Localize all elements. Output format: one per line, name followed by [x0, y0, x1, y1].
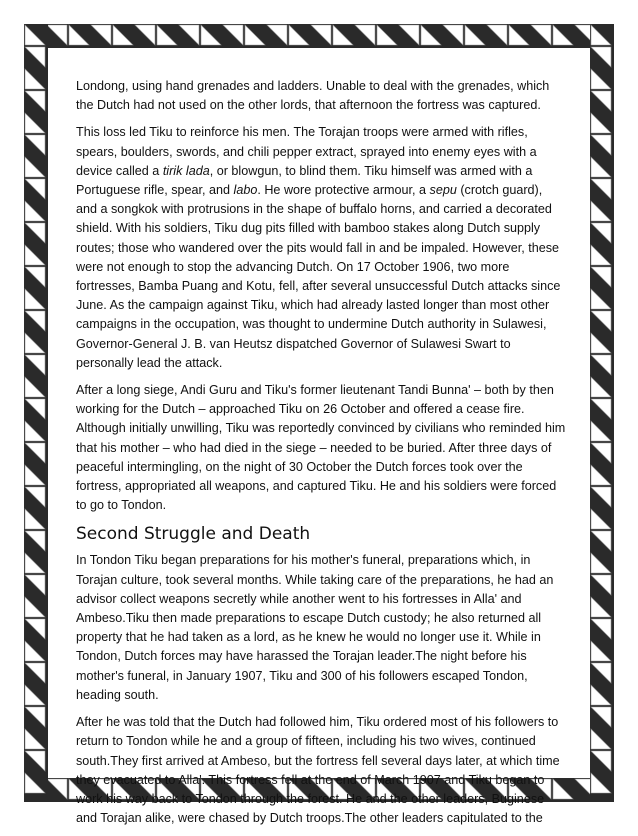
section-heading: Second Struggle and Death [76, 524, 311, 545]
text-run: After a long siege, Andi Guru and Tiku's former lieutenant Tandi Bunna' – both by then working for the Dutch – approached Tiku on 26 October and offered a cease fire. Although initially unwilling, Tiku was reportedly convinced by civilians who reminded him that his mother – who had died in the siege – needed to be buried. After three days of peaceful intermingling, on the night of 30 October the Dutch forces took over the fortress, appropriated all weapons, and captured Tiku. He and his soldiers were forced to go to Tondon. [76, 383, 566, 513]
decorative-border-right [590, 24, 614, 802]
paragraph [76, 123, 566, 373]
text-run: , or blowgun, to blind them. Tiku himself was armed with a Portuguese rifle, spear, and [76, 163, 533, 198]
text-run: This loss led Tiku to reinforce his men. The Torajan troops were armed with rifles, spears, boulders, swords, and chili pepper extract, sprayed into enemy eyes with a device called a [76, 125, 537, 178]
text-run: After he was told that the Dutch had followed him, Tiku ordered most of his followers to return to Tondon while he and a group of fifteen, including his two wives, continued south.They first arrived at Ambeso, but the fortress fell several days later, at which time they evacuated to Alla'. This fortress fell at the end of March 1907 and Tiku began to work his way back to Tondon through the forest. He and the other leaders, Buginese and Torajan alike, were chased by Dutch troops.The other leaders capitulated to the [76, 715, 560, 826]
paragraph [76, 381, 566, 515]
italic-term: tirik lada [162, 163, 210, 178]
paragraph [76, 713, 566, 828]
document-body [76, 77, 566, 836]
decorative-border-left [24, 24, 48, 802]
text-run: (crotch guard), and a songkok with protrusions in the shape of buffalo horns, and carried a decorated shield. With his soldiers, Tiku dug pits filled with bamboo stakes along Dutch supply routes; those who wandered over the pits would fall in and be impaled. However, these were not enough to stop the advancing Dutch. On 17 October 1906, two more fortresses, Bamba Puang and Kotu, fell, after several unsuccessful Dutch attacks since June. As the campaign against Tiku, which had already lasted longer than most other campaigns in the occupation, was thought to undermine Dutch authority in Sulawesi, Governor-General J. B. van Heutsz dispatched Governor of Sulawesi Swart to personally lead the attack. [76, 183, 561, 370]
section-first-struggle [76, 77, 566, 515]
paragraph [76, 551, 566, 705]
text-run: In Tondon Tiku began preparations for his mother's funeral, preparations which, in Torajan culture, took several months. While taking care of the preparations, he had an advisor collect weapons secretly while another went to his fortresses in Alla' and Ambeso.Tiku then made preparations to escape Dutch custody; he also returned all property that he had taken as a lord, as he knew he would no longer use it. While in Tondon, Dutch forces may have harassed the Torajan leader.The night before his mother's funeral, in January 1907, Tiku and 300 of his followers escaped Tondon, heading south. [76, 553, 554, 702]
italic-term: sepu [429, 183, 457, 198]
italic-term: labo [233, 183, 258, 198]
text-run: . He wore protective armour, a [257, 183, 430, 198]
section-second-struggle [76, 551, 566, 828]
decorative-border-top [24, 24, 614, 48]
paragraph [76, 77, 566, 115]
text-run: Londong, using hand grenades and ladders. Unable to deal with the grenades, which the Dutch had not used on the other lords, that afternoon the fortress was captured. [76, 79, 550, 113]
